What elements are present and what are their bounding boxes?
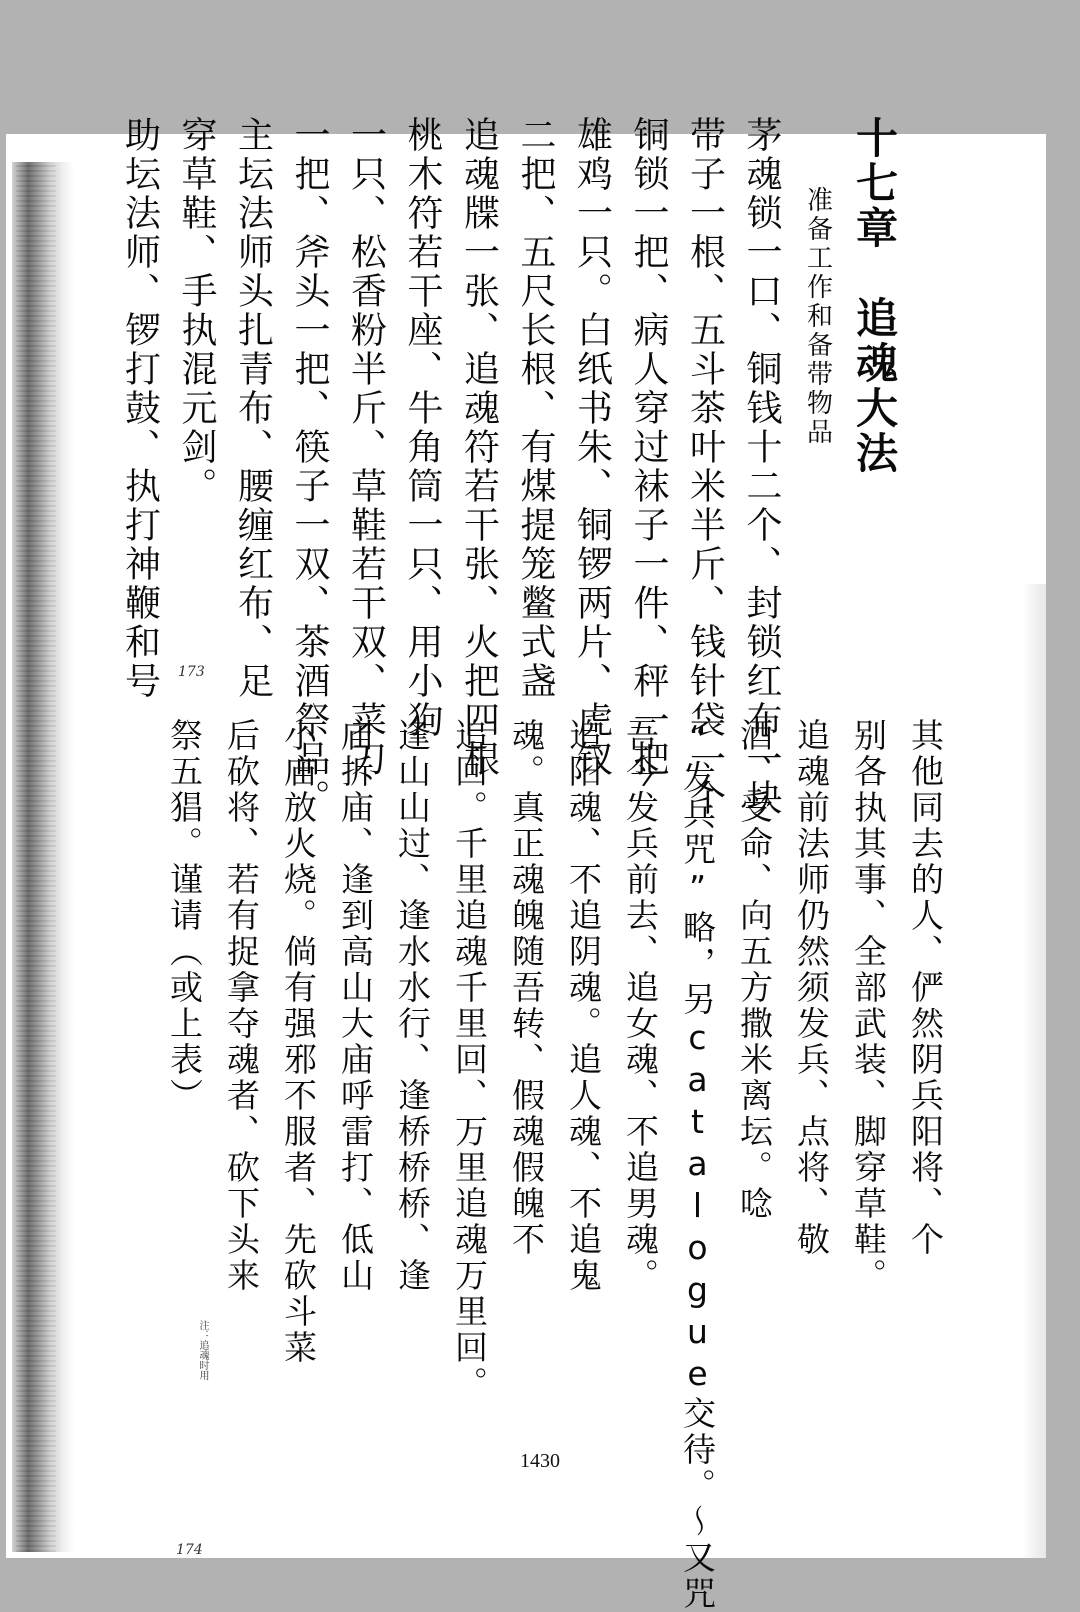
text-line: 追阳魂、不追阴魂。追人魂、不追鬼 xyxy=(564,718,603,1294)
printed-page-number: 1430 xyxy=(520,1450,560,1472)
text-line: 助坛法师、锣打鼓、执打神鞭和号 xyxy=(119,116,161,701)
page-edge-shadow xyxy=(1022,584,1046,1558)
text-line: 别各执其事、全部武装、脚穿草鞋。 xyxy=(849,718,888,1294)
text-line: 酒、受命、向五方撒米离坛。唸 xyxy=(735,718,774,1222)
chapter-title: 十七章 追魂大法 xyxy=(850,116,899,476)
text-line: 魂。真正魂魄随吾转、假魂假魄不 xyxy=(507,718,546,1258)
text-line: 吾今发兵前去、追女魂、不追男魂。 xyxy=(621,718,660,1294)
subheading: 准备工作和备带物品 xyxy=(802,186,833,447)
text-line: 主坛法师头扎青布、腰缠红布、足 xyxy=(232,116,274,701)
text-line: 追魂前法师仍然须发兵、点将、敬 xyxy=(792,718,831,1258)
text-line: 庙拆庙、逢到高山大庙呼雷打、低山 xyxy=(336,718,375,1294)
text-line: 追回。千里追魂千里回、万里追魂万里回。 xyxy=(450,718,489,1402)
text-line: 二把、五尺长根、有煤提笼鳖式盏 xyxy=(515,116,556,701)
text-line: 带子一根、五斗茶叶米半斤、钱针袋一个 xyxy=(684,116,726,818)
text-line: 雄鸡一只。白纸书朱、铜锣两片、虎钗 xyxy=(571,116,613,779)
handwritten-page-number: 174 xyxy=(176,1542,203,1558)
text-line: 一把、斧头一把、筷子一双、茶酒祭品。 xyxy=(289,116,330,818)
text-line: 穿草鞋、手执混元剑。 xyxy=(176,116,217,506)
text-line: 茅魂锁一口、铜钱十二个、封锁红布一块 xyxy=(741,116,782,818)
text-line: 桃木符若干座、牛角筒一只、用小狗 xyxy=(402,116,443,740)
handwritten-page-number: 173 xyxy=(178,664,205,680)
text-line: 追魂牒一张、追魂符若干张、火把四根 xyxy=(458,116,500,779)
text-line: 祭五猖。谨请（或上表） xyxy=(165,718,204,1114)
text-line: 铜锁一把、病人穿过袜子一件、秤一把 xyxy=(628,116,669,779)
spine-texture xyxy=(16,162,56,1552)
text-line: 后砍将、若有捉拿夺魂者、砍下头来 xyxy=(222,718,261,1294)
text-line: 逢山山过、逢水水行、逢桥桥桥、逢 xyxy=(393,718,432,1294)
text-line: 一只、松香粉半斤、草鞋若干双、菜刀 xyxy=(345,116,387,779)
text-line: 小庙放火烧。倘有强邪不服者、先砍斗菜 xyxy=(279,718,318,1366)
top-text-block xyxy=(111,116,902,818)
text-line: “发兵咒”略，另catalogue交待。〜又咒 xyxy=(678,718,717,1612)
margin-annotation: 注：追魂时用 xyxy=(197,1320,208,1380)
text-line: 其他同去的人、俨然阴兵阳将、个 xyxy=(906,718,945,1258)
